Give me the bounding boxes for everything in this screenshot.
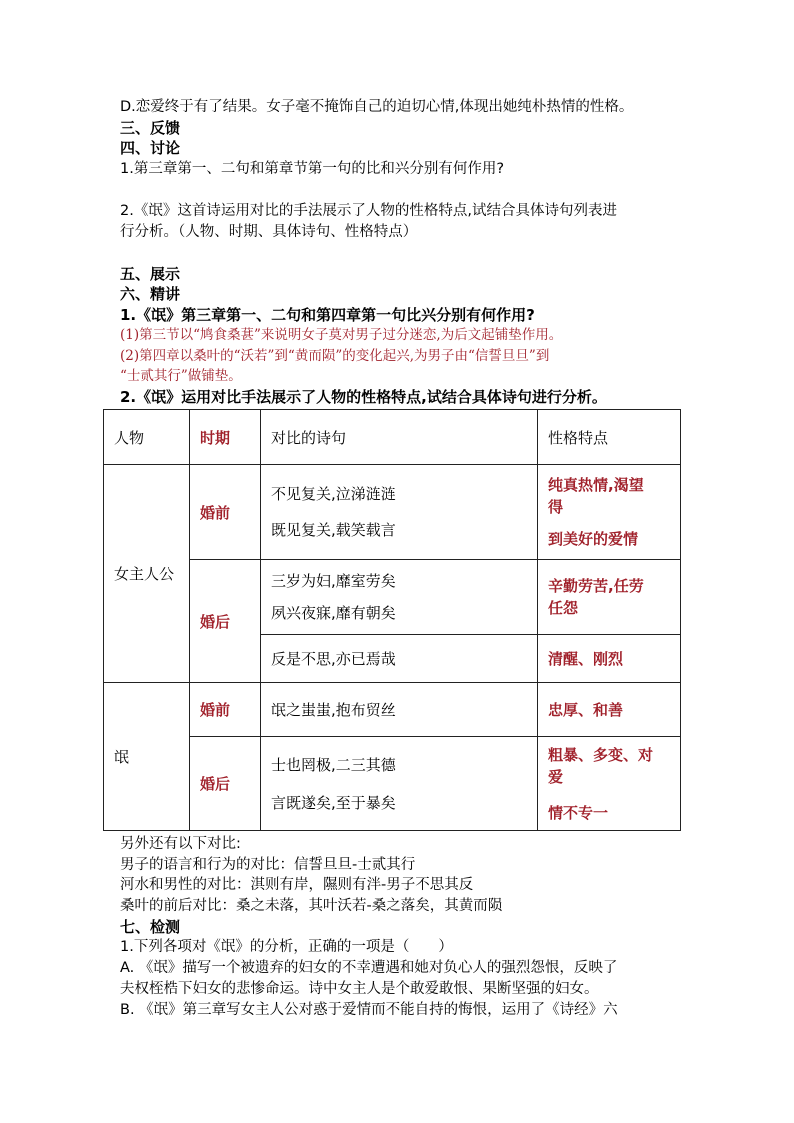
option-a-line1: A. 《氓》描写一个被遗弃的妇女的不幸遭遇和她对负心人的强烈怨恨，反映了 [120, 960, 618, 976]
discussion-question-2-line1: 2.《氓》这首诗运用对比的手法展示了人物的性格特点,试结合具体诗句列表进 [120, 203, 617, 219]
person-woman: 女主人公 [104, 465, 190, 683]
section-heading-test: 七、检测 [120, 918, 181, 936]
lecture-answer-1: (1)第三节以“鸠食桑葚”来说明女子莫对男子过分迷恋,为后文起铺垫作用。 [120, 327, 563, 343]
trait-line: 情不专一 [548, 803, 609, 822]
header-trait: 性格特点 [538, 410, 681, 465]
contrast-table [103, 409, 681, 831]
poem-cell: 反是不思,亦已焉哉 [261, 635, 538, 683]
trait-cell [538, 737, 681, 831]
section-heading-feedback: 三、反馈 [120, 119, 181, 137]
trait-cell: 清醒、刚烈 [538, 635, 681, 683]
lecture-question-1: 1.《氓》第三章第一、二句和第四章第一句比兴分别有何作用? [120, 306, 535, 324]
period-before: 婚前 [190, 465, 261, 560]
poem-line: 三岁为妇,靡室劳矣 [271, 572, 396, 590]
section-heading-lecture: 六、精讲 [120, 285, 181, 303]
test-question-1: 1.下列各项对《氓》的分析，正确的一项是（ ） [120, 939, 453, 955]
trait-cell [538, 560, 681, 635]
header-person: 人物 [104, 410, 190, 465]
table-row [104, 737, 681, 831]
period-after: 婚后 [190, 560, 261, 683]
poem-line: 夙兴夜寐,靡有朝矣 [271, 604, 396, 622]
option-b-line1: B. 《氓》第三章写女主人公对惑于爱情而不能自持的悔恨，运用了《诗经》六 [120, 1002, 618, 1018]
lecture-answer-2-line2: “士贰其行”做铺垫。 [120, 368, 242, 384]
contrast-item: 桑叶的前后对比：桑之未落，其叶沃若-桑之落矣，其黄而陨 [120, 898, 503, 914]
table-row [104, 683, 681, 737]
table-row [104, 465, 681, 560]
trait-cell [538, 465, 681, 560]
table-header-row [104, 410, 681, 465]
period-after: 婚后 [190, 737, 261, 831]
option-a-line2: 夫权桎梏下妇女的悲惨命运。诗中女主人是个敢爱敢恨、果断坚强的妇女。 [120, 981, 599, 997]
poem-cell [261, 737, 538, 831]
poem-line: 言既遂矣,至于暴矣 [271, 793, 396, 812]
trait-line: 纯真热情,渴望 [548, 476, 644, 494]
contrast-item: 男子的语言和行为的对比：信誓旦旦-士贰其行 [120, 857, 416, 873]
trait-line: 任怨 [548, 599, 579, 617]
poem-cell [261, 560, 538, 635]
poem-cell [261, 465, 538, 560]
person-man: 氓 [104, 683, 190, 831]
option-d: D.恋爱终于有了结果。女子毫不掩饰自己的迫切心情,体现出她纯朴热情的性格。 [120, 99, 634, 115]
contrast-item: 河水和男性的对比：淇则有岸，隰则有泮-男子不思其反 [120, 877, 474, 893]
trait-line: 爱 [548, 767, 564, 786]
header-poem: 对比的诗句 [261, 410, 538, 465]
discussion-question-1: 1.第三章第一、二句和第章节第一句的比和兴分别有何作用? [120, 161, 505, 177]
trait-line: 辛勤劳苦,任劳 [548, 577, 644, 595]
trait-line: 得 [548, 498, 564, 516]
poem-line: 既见复关,载笑载言 [271, 521, 396, 539]
trait-line: 到美好的爱情 [548, 530, 639, 548]
discussion-question-2-line2: 行分析。（人物、时期、具体诗句、性格特点） [120, 224, 418, 240]
header-period: 时期 [190, 410, 261, 465]
poem-line: 士也罔极,二三其德 [271, 755, 396, 774]
table-row [104, 560, 681, 635]
section-heading-show: 五、展示 [120, 265, 181, 283]
lecture-answer-2-line1: (2)第四章以桑叶的“沃若”到“黄而陨”的变化起兴,为男子由“信誓旦旦”到 [120, 348, 550, 364]
other-contrasts-intro: 另外还有以下对比: [120, 836, 241, 852]
lecture-question-2: 2.《氓》运用对比手法展示了人物的性格特点,试结合具体诗句进行分析。 [120, 388, 607, 406]
period-before: 婚前 [190, 683, 261, 737]
trait-cell: 忠厚、和善 [538, 683, 681, 737]
poem-line: 不见复关,泣涕涟涟 [271, 485, 396, 503]
section-heading-discussion: 四、讨论 [120, 139, 181, 157]
poem-cell: 氓之蚩蚩,抱布贸丝 [261, 683, 538, 737]
trait-line: 粗暴、多变、对 [548, 745, 654, 764]
